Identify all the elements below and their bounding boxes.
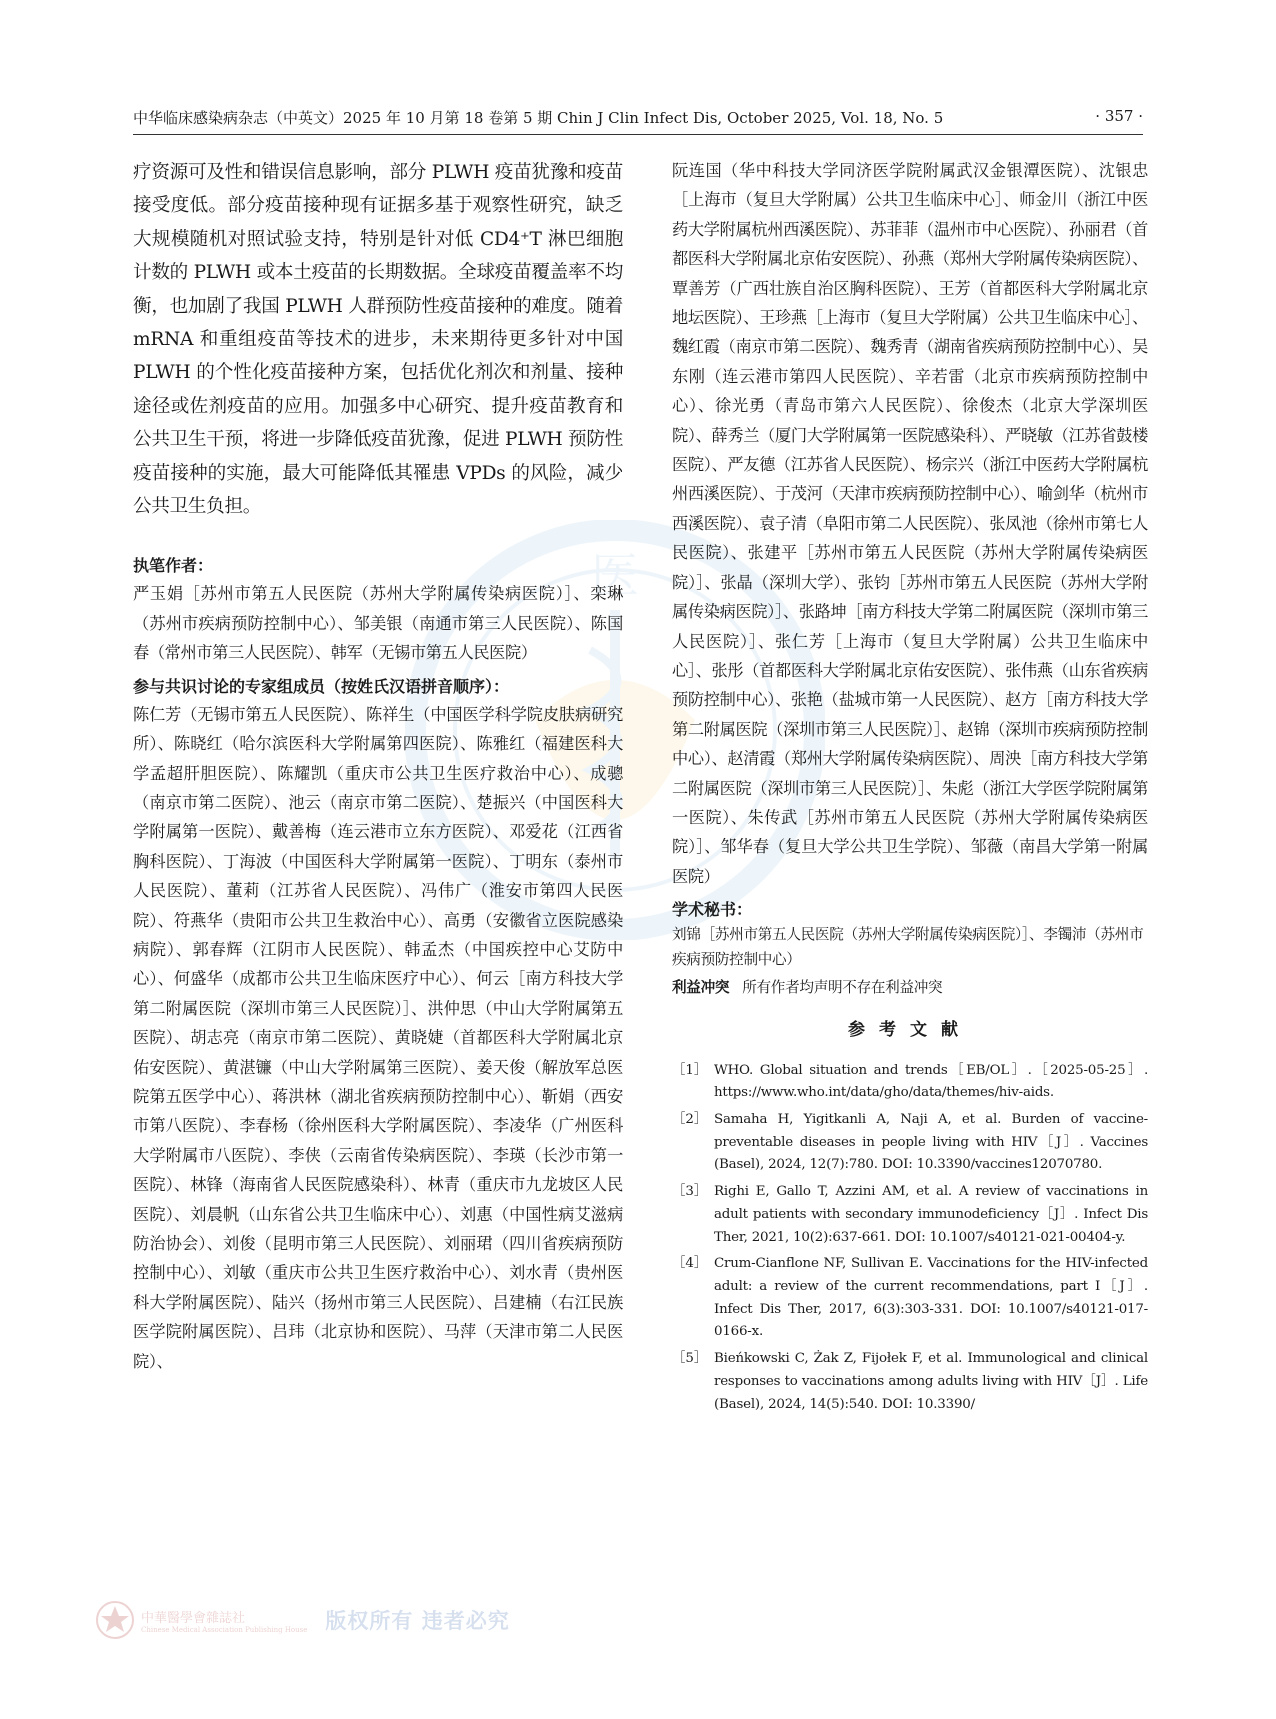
body-paragraph: 疗资源可及性和错误信息影响，部分 PLWH 疫苗犹豫和疫苗接受度低。部分疫苗接种现有证据多基于观察性研究，缺乏大规模随机对照试验支持，特别是针对低 CD4⁺T 淋巴细胞计数的 PLWH 或本土疫苗的长期数据。全球疫苗覆盖率不均衡，也加剧了我国 PLWH 人群预防性疫苗接种的难度。随着 mRNA 和重组疫苗等技术的进步，未来期待更多针对中国 PLWH 的个性化疫苗接种方案，包括优化剂次和剂量、接种途径或佐剂疫苗的应用。加强多中心研究、提升疫苗教育和公共卫生干预，将进一步降低疫苗犹豫，促进 PLWH 预防性疫苗接种的实施，最大可能降低其罹患 VPDs 的风险，减少公共卫生负担。: [133, 162, 623, 518]
reference-text: Righi E, Gallo T, Azzini AM, et al. A review of vaccinations in adult patients with secondary immunodeficiency［J］. Infect Dis Ther, 2021, 10(2):637-661. DOI: 10.1007/s40121-021-00404-y.: [714, 1184, 1148, 1245]
publisher-logo-icon: [95, 1600, 135, 1640]
reference-text: Samaha H, Yigitkanli A, Naji A, et al. Burden of vaccine-preventable diseases in people living with HIV［J］. Vaccines (Basel), 2024, 12(7):780. DOI: 10.3390/vaccines12070780.: [714, 1112, 1148, 1173]
reference-item: [672, 1109, 1148, 1177]
secretary-heading: 学术秘书：: [672, 900, 753, 920]
conflict-text: 所有作者均声明不存在利益冲突: [742, 979, 943, 997]
left-column: [133, 156, 623, 1376]
running-head: [133, 107, 1143, 135]
secretary-text: 刘锦［苏州市第五人民医院（苏州大学附属传染病医院）］、李镯沛（苏州市疾病预防控制中心）: [672, 926, 1144, 968]
reference-number: ［4］: [672, 1256, 708, 1272]
journal-citation: 中华临床感染病杂志（中英文）2025 年 10 月第 18 卷第 5 期 Chin J Clin Infect Dis, October 2025, Vol. 18, No. 5: [133, 109, 944, 127]
reference-text: WHO. Global situation and trends［EB/OL］.［2025-05-25］. https://www.who.int/data/gho/data/themes/hiv-aids.: [714, 1062, 1148, 1101]
reference-item: [672, 1253, 1148, 1344]
reference-item: [672, 1060, 1148, 1105]
experts-list-left: 陈仁芳（无锡市第五人民医院）、陈祥生（中国医学科学院皮肤病研究所）、陈晓红（哈尔滨医科大学附属第四医院）、陈雅红（福建医科大学孟超肝胆医院）、陈耀凯（重庆市公共卫生医疗救治中心）、成骢（南京市第二医院）、池云（南京市第二医院）、楚振兴（中国医科大学附属第一医院）、戴善梅（连云港市立东方医院）、邓爱花（江西省胸科医院）、丁海波（中国医科大学附属第一医院）、丁明东（泰州市人民医院）、董莉（江苏省人民医院）、冯伟广（淮安市第四人民医院）、符燕华（贵阳市公共卫生救治中心）、高勇（安徽省立医院感染病院）、郭春辉（江阴市人民医院）、韩孟杰（中国疾控中心艾防中心）、何盛华（成都市公共卫生临床医疗中心）、何云［南方科技大学第二附属医院（深圳市第三人民医院）］、洪仲思（中山大学附属第五医院）、胡志亮（南京市第二医院）、黄晓婕（首都医科大学附属北京佑安医院）、黄湛镰（中山大学附属第三医院）、姜天俊（解放军总医院第五医学中心）、蒋洪林（湖北省疾病预防控制中心）、靳娟（西安市第八医院）、李春杨（徐州医科大学附属医院）、李凌华（广州医科大学附属市八医院）、李侠（云南省传染病医院）、李瑛（长沙市第一医院）、林锋（海南省人民医院感染科）、林青（重庆市九龙坡区人民医院）、刘晨帆（山东省公共卫生临床中心）、刘惠（中国性病艾滋病防治协会）、刘俊（昆明市第三人民医院）、刘丽珺（四川省疾病预防控制中心）、刘敏（重庆市公共卫生医疗救治中心）、刘水青（贵州医科大学附属医院）、陆兴（扬州市第三人民医院）、吕建楠（右江民族医学院附属医院）、吕玮（北京协和医院）、马萍（天津市第二人民医院）、: [133, 704, 623, 1371]
experts-list-right: 阮连国（华中科技大学同济医学院附属武汉金银潭医院）、沈银忠［上海市（复旦大学附属）公共卫生临床中心］、师金川（浙江中医药大学附属杭州西溪医院）、苏菲菲（温州市中心医院）、孙丽君（首都医科大学附属北京佑安医院）、孙燕（郑州大学附属传染病医院）、覃善芳（广西壮族自治区胸科医院）、王芳（首都医科大学附属北京地坛医院）、王珍燕［上海市（复旦大学附属）公共卫生临床中心］、魏红霞（南京市第二医院）、魏秀青（湖南省疾病预防控制中心）、吴东刚（连云港市第四人民医院）、辛若雷（北京市疾病预防控制中心）、徐光勇（青岛市第六人民医院）、徐俊杰（北京大学深圳医院）、薛秀兰（厦门大学附属第一医院感染科）、严晓敏（江苏省鼓楼医院）、严友德（江苏省人民医院）、杨宗兴（浙江中医药大学附属杭州西溪医院）、于茂河（天津市疾病预防控制中心）、喻剑华（杭州市西溪医院）、袁子清（阜阳市第二人民医院）、张凤池（徐州市第七人民医院）、张建平［苏州市第五人民医院（苏州大学附属传染病医院）］、张晶（深圳大学）、张钧［苏州市第五人民医院（苏州大学附属传染病医院）］、张路坤［南方科技大学第二附属医院（深圳市第三人民医院）］、张仁芳［上海市（复旦大学附属）公共卫生临床中心］、张彤（首都医科大学附属北京佑安医院）、张伟燕（山东省疾病预防控制中心）、张艳（盐城市第一人民医院）、赵方［南方科技大学第二附属医院（深圳市第三人民医院）］、赵锦（深圳市疾病预防控制中心）、赵清霞（郑州大学附属传染病医院）、周泱［南方科技大学第二附属医院（深圳市第三人民医院）］、朱彪（浙江大学医学院附属第一医院）、朱传武［苏州市第五人民医院（苏州大学附属传染病医院）］、邹华春（复旦大学公共卫生学院）、邹薇（南昌大学第一附属医院）: [672, 161, 1148, 886]
publisher-name-cn: 中華醫學會雜誌社: [141, 1610, 246, 1626]
watermark-glyph: 医: [590, 548, 640, 604]
authors-heading: 执笔作者：: [133, 556, 214, 576]
right-column: [672, 156, 1148, 1420]
experts-heading: 参与共识讨论的专家组成员（按姓氏汉语拼音顺序）：: [133, 676, 510, 696]
references-list: [672, 1060, 1148, 1417]
reference-number: ［3］: [672, 1184, 708, 1200]
publisher-watermark: [95, 1600, 510, 1640]
reference-item: [672, 1348, 1148, 1416]
reference-number: ［5］: [672, 1351, 708, 1367]
copyright-watermark: 版权所有 违者必究: [325, 1608, 510, 1633]
reference-text: Bieńkowski C, Żak Z, Fijołek F, et al. Immunological and clinical responses to vaccinations among adults living with HIV［J］. Life (Basel), 2024, 14(5):540. DOI: 10.3390/: [714, 1351, 1148, 1412]
authors-list: 严玉娟［苏州市第五人民医院（苏州大学附属传染病医院）］、栾琳（苏州市疾病预防控制中心）、邹美银（南通市第三人民医院）、陈国春（常州市第三人民医院）、韩军（无锡市第五人民医院）: [133, 584, 623, 663]
reference-text: Crum-Cianflone NF, Sullivan E. Vaccinations for the HIV-infected adult: a review of the current recommendations, part I［J］. Infect Dis Ther, 2017, 6(3):303-331. DOI: 10.1007/s40121-017-0166-x.: [714, 1256, 1148, 1340]
conflict-statement: [672, 976, 1148, 1001]
reference-item: [672, 1181, 1148, 1249]
references-title: 参考文献: [848, 1019, 972, 1040]
page-number: · 357 ·: [1095, 107, 1143, 125]
publisher-name-en: Chinese Medical Association Publishing House: [141, 1625, 308, 1634]
reference-number: ［2］: [672, 1112, 708, 1128]
reference-number: ［1］: [672, 1062, 708, 1078]
conflict-label: 利益冲突: [672, 979, 730, 997]
